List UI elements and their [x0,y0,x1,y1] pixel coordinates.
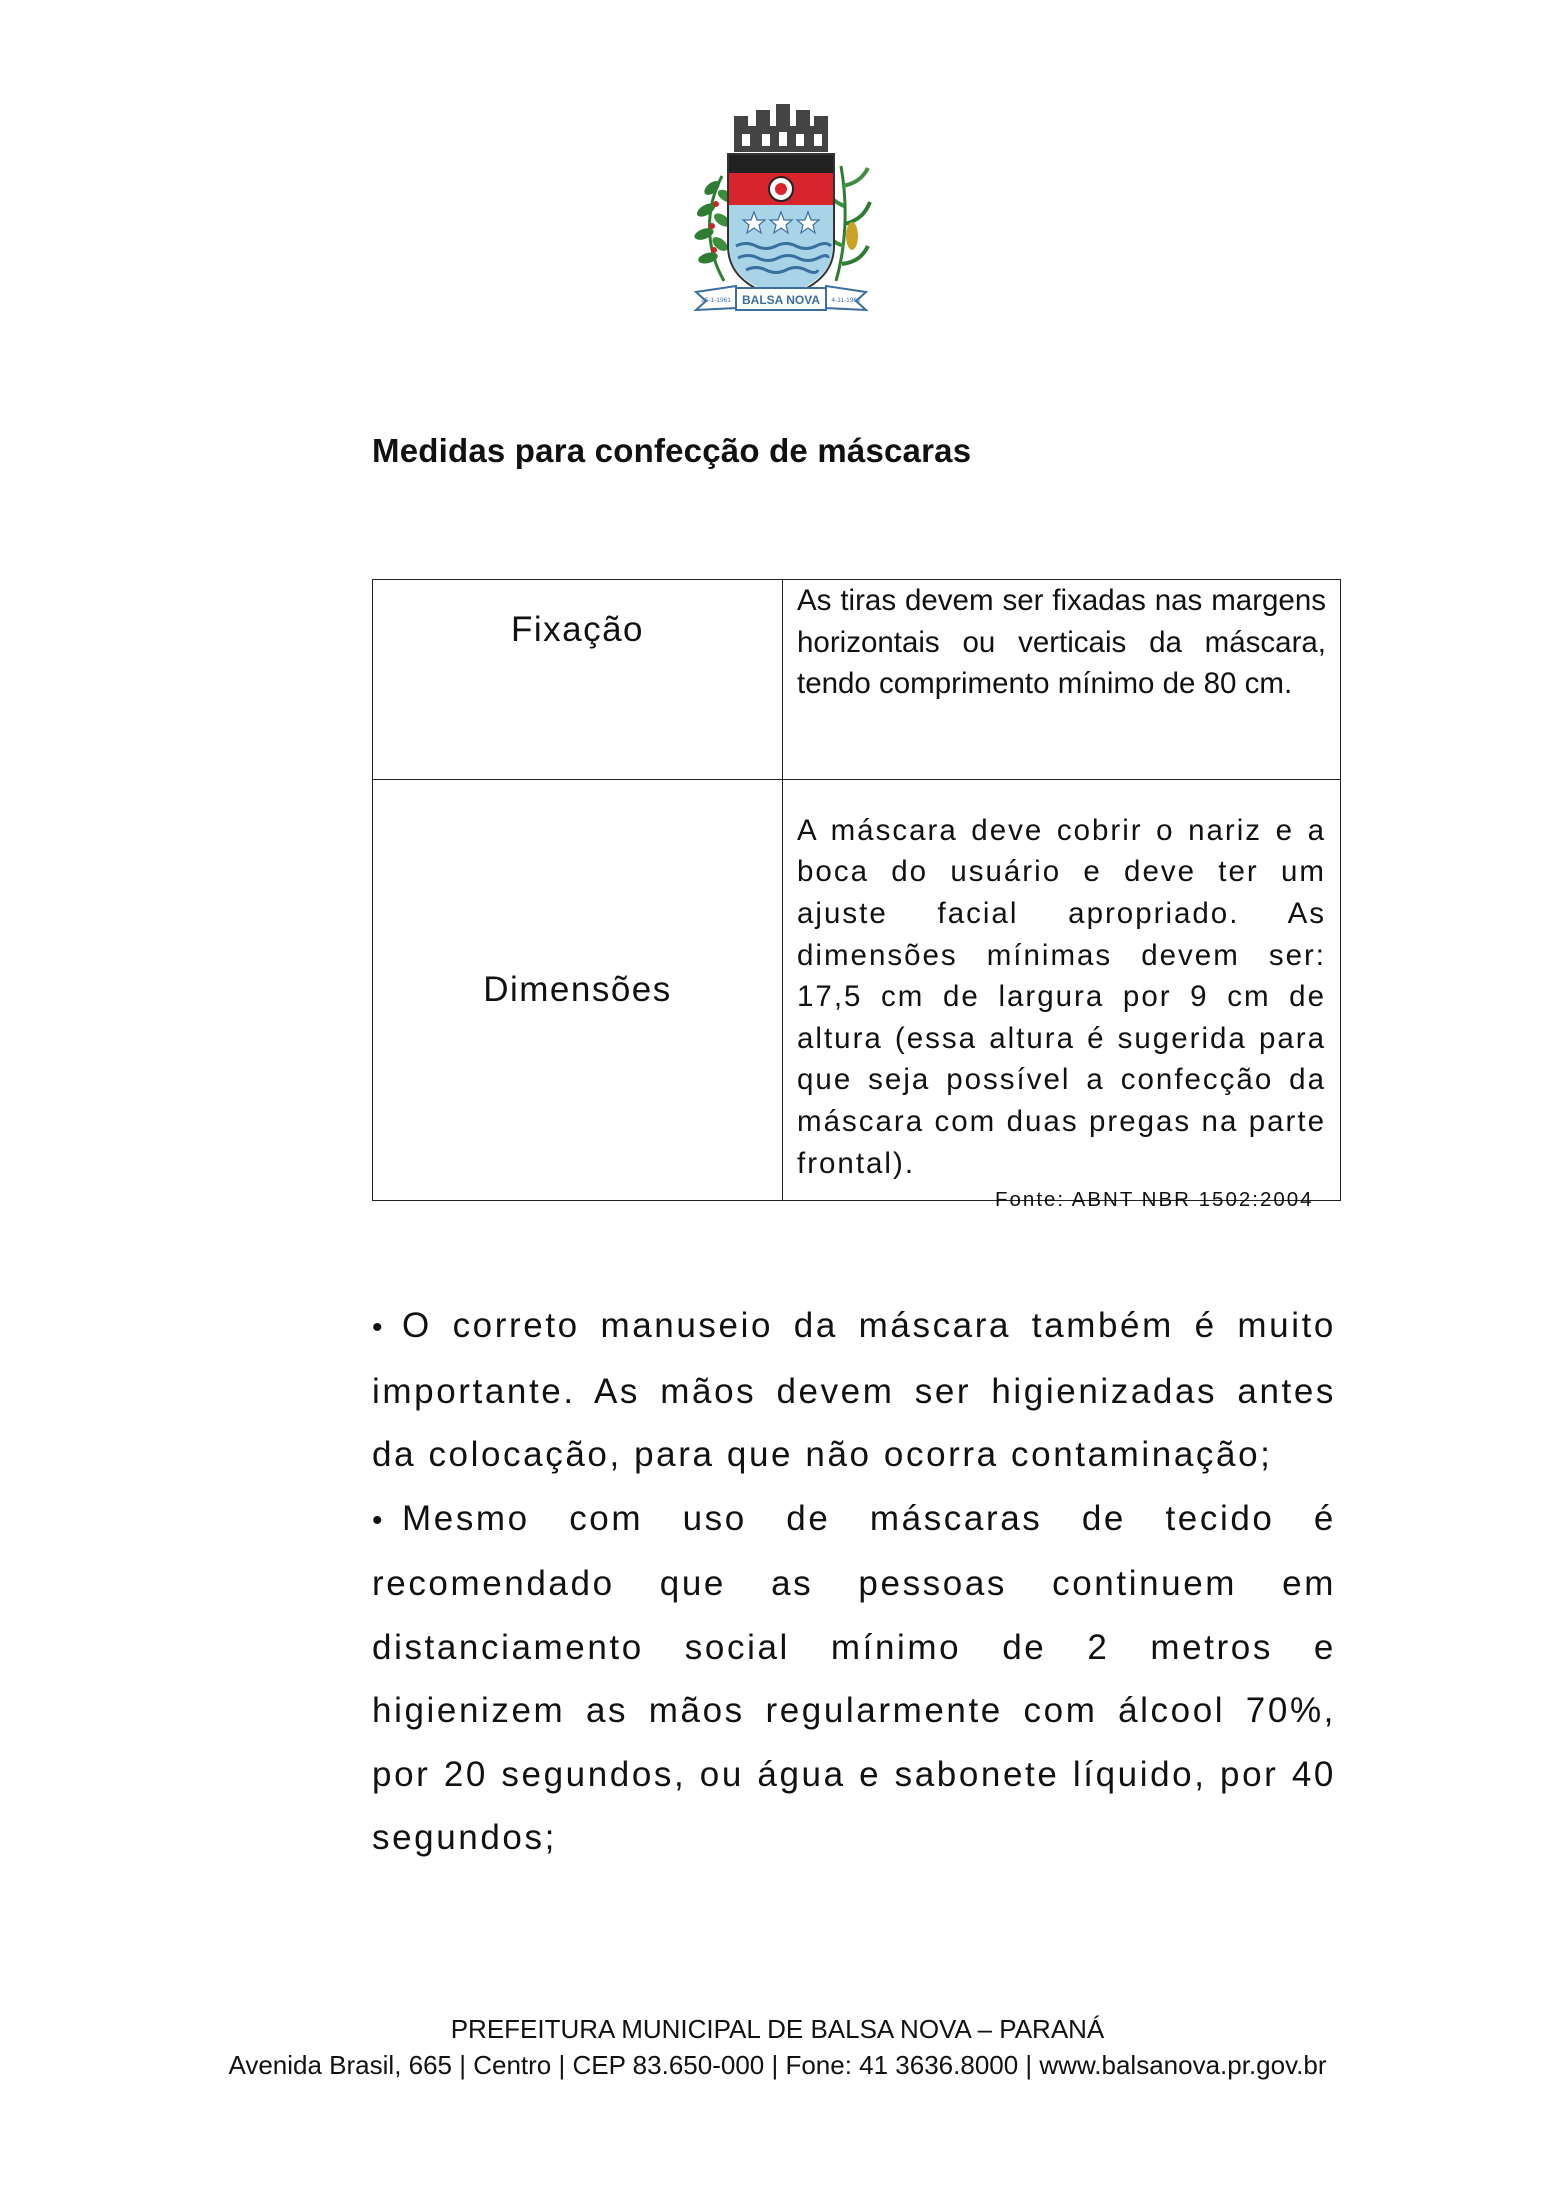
table-cell-description: A máscara deve cobrir o nariz e a boca do usuário e deve ter um ajuste facial apropriado. As dimensões mínimas devem ser: 17,5 cm de largura por 9 cm de altura (essa altura é sugerida para que seja possível a confecção da máscara com duas pregas na parte frontal). [783,780,1341,1201]
municipal-coat-of-arms [676,96,886,326]
bullet-icon: • [372,1503,383,1537]
bullet-icon: • [372,1311,383,1344]
shield-icon [728,154,834,296]
footer-institution: PREFEITURA MUNICIPAL DE BALSA NOVA – PARANÁ [450,2014,1105,2044]
mask-measures-table [372,579,1341,1201]
footer-contact: Avenida Brasil, 665 | Centro | CEP 83.650-000 | Fone: 41 3636.8000 | www.balsanova.pr.gov.br [228,2050,1327,2080]
list-item-text: O correto manuseio da máscara também é muito importante. As mãos devem ser higienizadas antes da colocação, para que não ocorra contaminação; [372,1306,1336,1474]
list-item [372,1487,1336,1870]
ribbon-banner-icon [696,286,866,310]
table-cell-label: Dimensões [373,780,783,1201]
table-cell-label: Fixação [373,580,783,780]
crest-left-date: 25-1-1961 [701,297,731,304]
table-cell-description: As tiras devem ser fixadas nas margens horizontais ou verticais da máscara, tendo comprimento mínimo de 80 cm. [783,580,1341,780]
table-row [373,780,1341,1201]
recommendations-list [372,1294,1336,1870]
crest-right-date: 4-11-1961 [831,297,861,304]
list-item [372,1294,1336,1487]
crest-ribbon-text: BALSA NOVA [742,293,820,307]
document-title: Medidas para confecção de máscaras [372,432,972,469]
mural-crown-icon [734,104,828,152]
list-item-text: Mesmo com uso de máscaras de tecido é recomendado que as pessoas continuem em distanciamento social mínimo de 2 metros e higienizem as mãos regularmente com álcool 70%, por 20 segundos, ou água e sabonete líquido, por 40 segundos; [372,1498,1336,1857]
table-source: Fonte: ABNT NBR 1502:2004 [995,1188,1314,1211]
table-row [373,580,1341,780]
